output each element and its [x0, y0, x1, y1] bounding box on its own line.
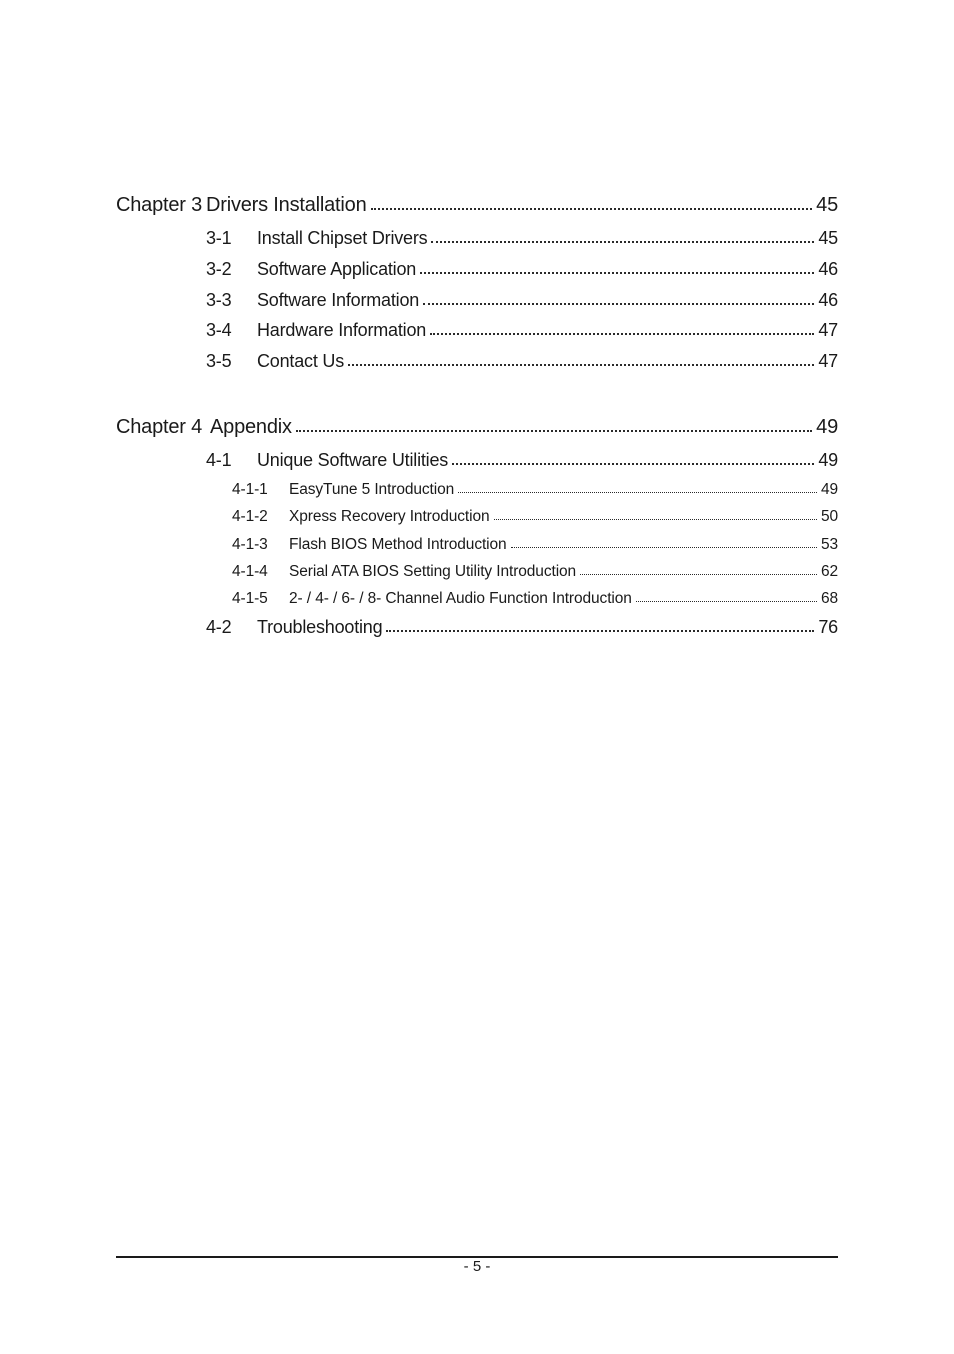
page-number: 46: [818, 259, 838, 279]
section-number: 4-2: [206, 617, 232, 637]
chapter-title: Appendix: [210, 416, 292, 438]
page-number: 68: [820, 589, 838, 607]
toc-entry-4-1-4[interactable]: [232, 560, 838, 581]
toc-entry-4-1[interactable]: [206, 448, 838, 471]
section-title: Unique Software Utilities: [257, 450, 449, 470]
subsection-title: EasyTune 5 Introduction: [289, 480, 455, 498]
subsection-title: Serial ATA BIOS Setting Utility Introduction: [289, 562, 577, 580]
toc-entry-3-1[interactable]: [206, 226, 838, 249]
dot-leader: [296, 413, 812, 433]
dot-leader: [431, 226, 814, 244]
section-title: Troubleshooting: [257, 617, 383, 637]
page-number: 49: [820, 480, 838, 498]
section-title: Install Chipset Drivers: [257, 228, 428, 248]
page-number: 49: [818, 450, 838, 470]
toc-entry-4-1-1[interactable]: [232, 478, 838, 499]
dot-leader: [458, 478, 817, 494]
section-number: 3-1: [206, 228, 232, 248]
footer-page-number: - 5 -: [463, 1258, 491, 1275]
chapter-number: Chapter 4: [116, 416, 203, 438]
page-number: 47: [818, 320, 838, 340]
chapter-number: Chapter 3: [116, 194, 203, 216]
subsection-number: 4-1-1: [232, 480, 268, 498]
dot-leader: [452, 448, 814, 466]
toc-entry-chapter-4[interactable]: [116, 413, 838, 439]
subsection-title: Xpress Recovery Introduction: [289, 507, 490, 525]
dot-leader: [580, 560, 817, 576]
section-number: 3-4: [206, 320, 232, 340]
dot-leader: [423, 288, 814, 306]
chapter-title: Drivers Installation: [206, 194, 367, 216]
subsection-number: 4-1-4: [232, 562, 268, 580]
page-number: 49: [816, 416, 838, 438]
subsection-number: 4-1-2: [232, 507, 268, 525]
page-number: 62: [820, 562, 838, 580]
page-number: 76: [818, 617, 838, 637]
subsection-title: 2- / 4- / 6- / 8- Channel Audio Function Introduction: [289, 589, 632, 607]
dot-leader: [636, 587, 817, 603]
toc-entry-4-1-3[interactable]: [232, 533, 838, 554]
section-title: Hardware Information: [257, 320, 427, 340]
page-number: 47: [818, 351, 838, 371]
section-number: 3-3: [206, 290, 232, 310]
dot-leader: [420, 257, 814, 275]
dot-leader: [371, 191, 813, 211]
toc-entry-4-2[interactable]: [206, 615, 838, 638]
section-number: 3-2: [206, 259, 232, 279]
page-number: 45: [818, 228, 838, 248]
toc-entry-3-2[interactable]: [206, 257, 838, 280]
dot-leader: [494, 505, 817, 521]
toc-entry-3-5[interactable]: [206, 349, 838, 372]
toc-entry-chapter-3[interactable]: [116, 191, 838, 217]
page-number: 45: [816, 194, 838, 216]
dot-leader: [430, 318, 814, 336]
subsection-number: 4-1-3: [232, 535, 268, 553]
toc-entry-3-3[interactable]: [206, 288, 838, 311]
dot-leader: [348, 349, 814, 367]
toc-entry-4-1-2[interactable]: [232, 505, 838, 526]
toc-entry-3-4[interactable]: [206, 318, 838, 341]
section-title: Contact Us: [257, 351, 345, 371]
page-number: 46: [818, 290, 838, 310]
page-number: 53: [820, 535, 838, 553]
section-number: 3-5: [206, 351, 232, 371]
subsection-number: 4-1-5: [232, 589, 268, 607]
toc-entry-4-1-5[interactable]: [232, 587, 838, 608]
subsection-title: Flash BIOS Method Introduction: [289, 535, 507, 553]
section-number: 4-1: [206, 450, 232, 470]
section-title: Software Application: [257, 259, 417, 279]
dot-leader: [511, 533, 817, 549]
dot-leader: [386, 615, 814, 633]
section-title: Software Information: [257, 290, 420, 310]
page-number: 50: [820, 507, 838, 525]
